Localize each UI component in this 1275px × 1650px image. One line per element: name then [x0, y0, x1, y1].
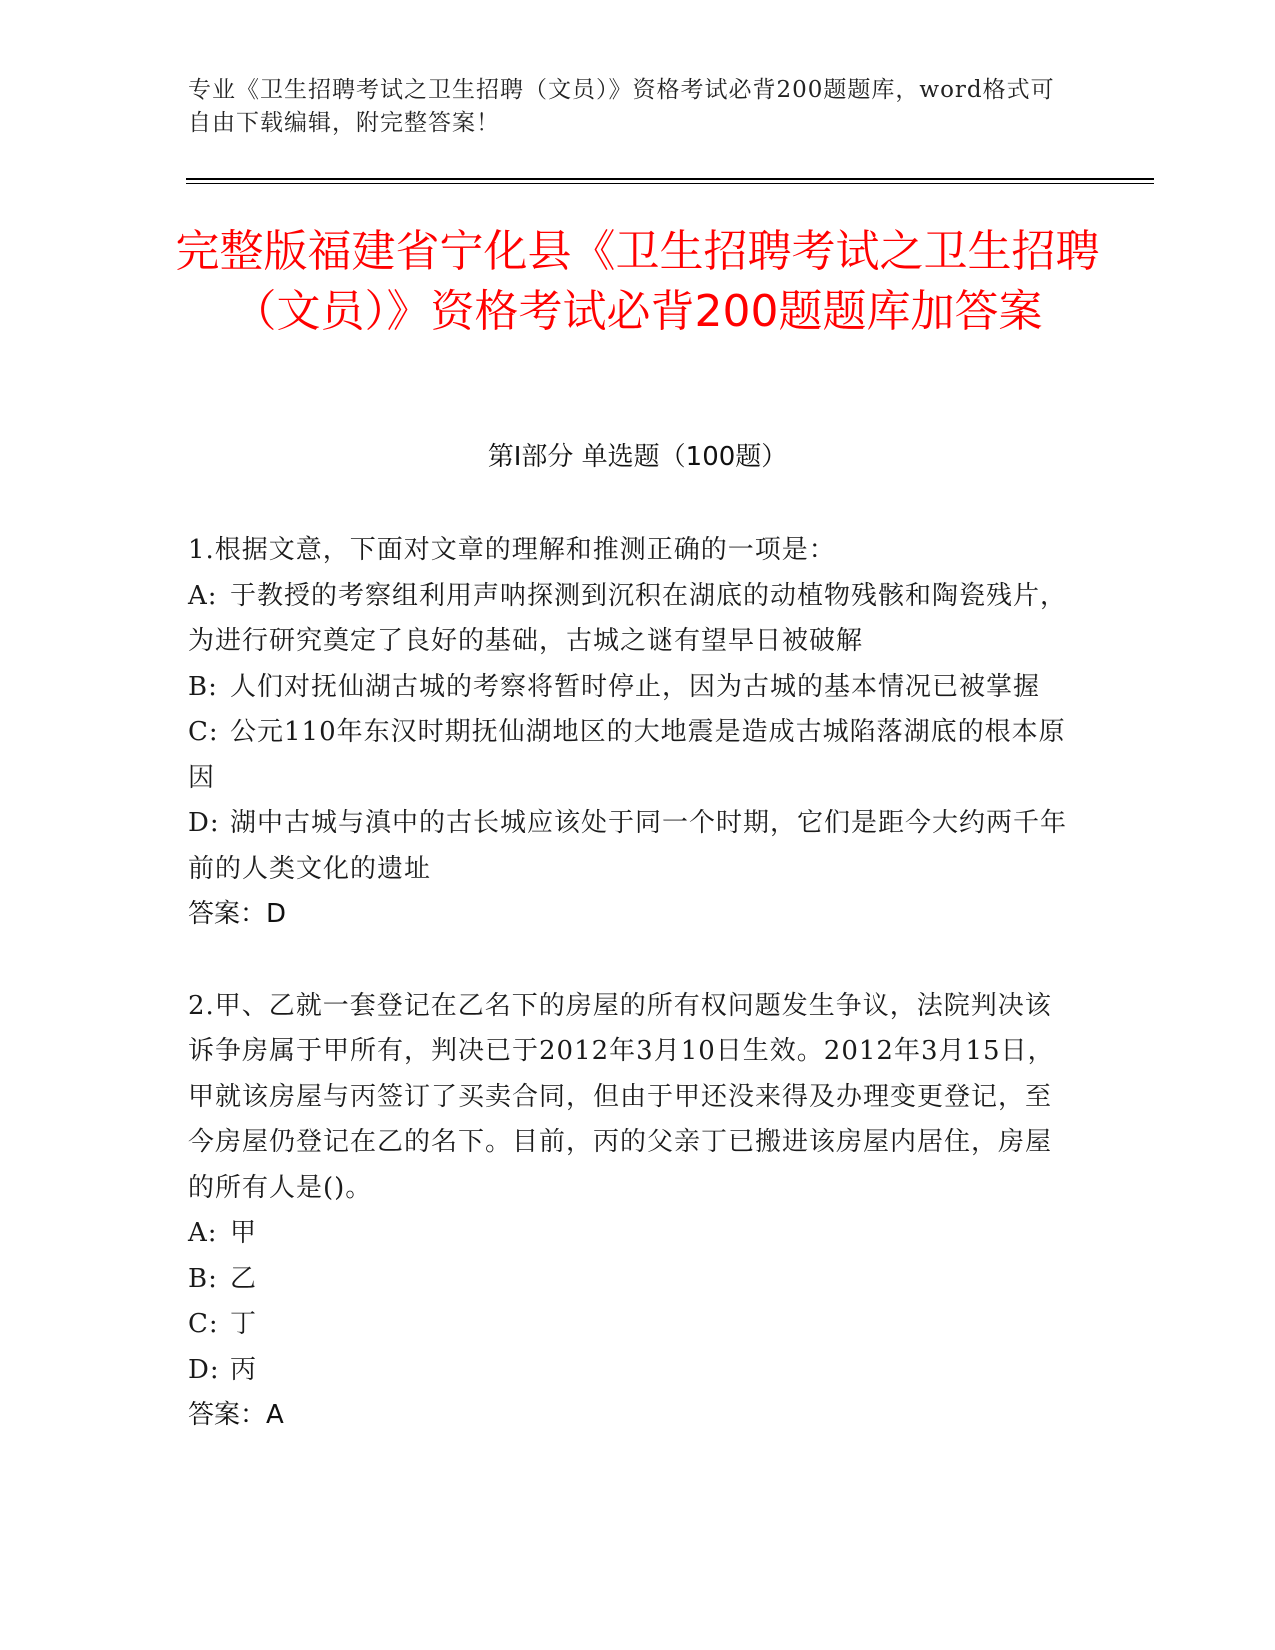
option-text: 丁 — [230, 1309, 258, 1339]
answer-value: D — [266, 899, 287, 929]
option-text: 甲 — [230, 1218, 258, 1248]
header-note: 专业《卫生招聘考试之卫生招聘（文员）》资格考试必背200题题库，word格式可自由下载编辑，附完整答案！ — [188, 77, 1055, 136]
question-list — [188, 528, 1078, 1485]
question-stem: 1.根据文意，下面对文章的理解和推测正确的一项是： — [188, 535, 836, 565]
option-text: 乙 — [230, 1263, 258, 1294]
option-text: 于教授的考察组利用声呐探测到沉积在湖底的动植物残骸和陶瓷残片，为进行研究奠定了良好的基础，古城之谜有望早日被破解 — [188, 580, 1068, 656]
option-key: B: — [188, 671, 218, 702]
option-d — [188, 1348, 1078, 1394]
option-key: C: — [188, 1309, 219, 1339]
question-2 — [188, 984, 1078, 1439]
option-key: A: — [188, 580, 218, 611]
option-key: D: — [188, 1354, 220, 1385]
option-a — [188, 574, 1078, 665]
option-b — [188, 665, 1078, 711]
option-text: 湖中古城与滇中的古长城应该处于同一个时期，它们是距今大约两千年前的人类文化的遗址 — [188, 808, 1068, 884]
header-divider-thick — [186, 178, 1154, 180]
answer-label: 答案： — [188, 899, 267, 929]
option-key: B: — [188, 1263, 218, 1294]
answer-line — [188, 892, 1078, 938]
option-text: 公元110年东汉时期抚仙湖地区的大地震是造成古城陷落湖底的根本原因 — [188, 717, 1066, 793]
document-title: 完整版福建省宁化县《卫生招聘考试之卫生招聘（文员）》资格考试必背200题题库加答案 — [175, 226, 1100, 337]
answer-label: 答案： — [188, 1400, 267, 1430]
question-stem: 2.甲、乙就一套登记在乙名下的房屋的所有权问题发生争议，法院判决该诉争房属于甲所有，判决已于2012年3月10日生效。2012年3月15日，甲就该房屋与丙签订了买卖合同，但由于甲还没来得及办理变更登记，至今房屋仍登记在乙的名下。目前，丙的父亲丁已搬进该房屋内居住，房屋的所有人是()。 — [188, 990, 1055, 1203]
option-key: D: — [188, 808, 220, 838]
option-text: 丙 — [230, 1354, 258, 1385]
option-b — [188, 1257, 1078, 1303]
option-a — [188, 1211, 1078, 1257]
section-heading: 第I部分 单选题（100题） — [487, 442, 788, 472]
question-1 — [188, 528, 1078, 938]
answer-line — [188, 1393, 1078, 1439]
option-d — [188, 801, 1078, 892]
header-divider-thin — [186, 183, 1154, 184]
answer-value: A — [266, 1400, 284, 1430]
option-text: 人们对抚仙湖古城的考察将暂时停止，因为古城的基本情况已被掌握 — [230, 671, 1041, 702]
option-c — [188, 1302, 1078, 1348]
option-c — [188, 710, 1078, 801]
option-key: C: — [188, 717, 219, 747]
option-key: A: — [188, 1218, 218, 1248]
